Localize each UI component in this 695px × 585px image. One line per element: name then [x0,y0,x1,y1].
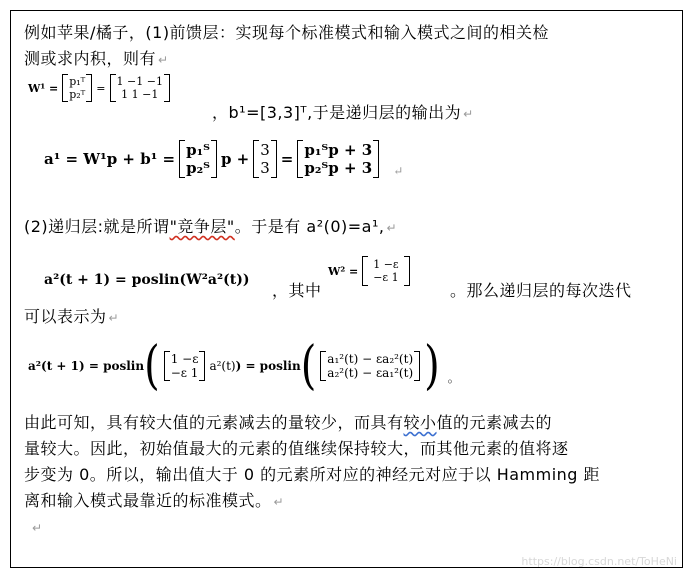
text-b1: ，b¹=[3,3]ᵀ,于是递归层的输出为 ↵ [212,103,474,122]
equation-a1: a¹ = W¹p + b¹ = p₁ᵀ p₂ᵀ p + 3 3 = p₁ᵀp + 3 p₂ᵀp + 3 ↵ [44,141,404,178]
text-representation: 可以表示为 ↵ [24,307,120,326]
end-mark: ↵ [32,521,43,535]
matrix-values: 1 −1 −1 1 1 −1 [110,74,170,102]
equation-w1: W¹ = p₁ᵀ p₂ᵀ = 1 −1 −1 1 1 −1 [28,74,174,102]
text-where: ，其中 [272,281,322,300]
text-conclusion-1: 由此可知，具有较大值的元素减去的量较少，而具有较小值的元素减去的 [24,413,553,432]
text-conclusion-4: 离和输入模式最靠近的标准模式。 ↵ [24,491,285,510]
text-line-1: 例如苹果/橘子，(1)前馈层：实现每个标准模式和输入模式之间的相关检 [24,23,550,42]
watermark: https://blog.csdn.net/ToHeNi [521,555,677,568]
equation-a2-iteration: a²(t + 1) = poslin(W²a²(t)) [44,272,250,288]
text-conclusion-3: 步变为 0。所以，输出值大于 0 的元素所对应的神经元对应于以 Hamming 距 [24,465,601,484]
text-then: 。那么递归层的每次迭代 [450,281,632,300]
equation-poslin-expanded: a²(t + 1) = poslin ( 1 −ε −ε 1 a²(t) ) = poslin ( a₁²(t) − εa₂²(t) a₂²(t) − εa₁²(t) ) 。 [28,336,460,396]
matrix-p-transpose: p₁ᵀ p₂ᵀ [62,74,92,102]
equation-w2: W² = 1 −ε −ε 1 [328,256,414,286]
text-line-2: 测或求内积，则有 ↵ [24,49,169,68]
text-recurrent-layer: (2)递归层:就是所谓"竞争层"。于是有 a²(0)=a¹, ↵ [24,217,398,236]
text-conclusion-2: 量较大。因此，初始值最大的元素的值继续保持较大，而其他元素的值将逐 [24,439,569,458]
